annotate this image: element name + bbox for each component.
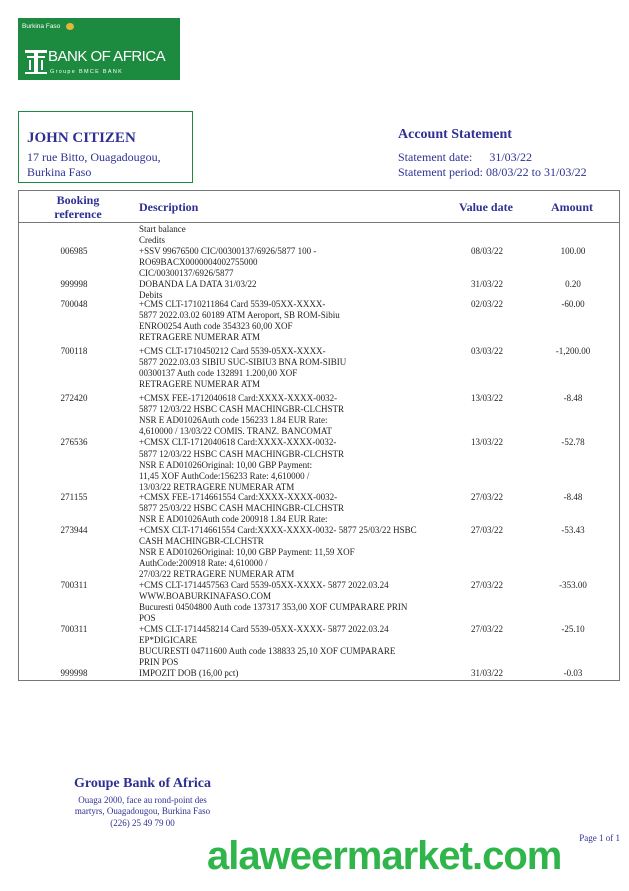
bank-logo: [18, 18, 180, 80]
row-description: EP*DIGICARE: [139, 634, 197, 645]
row-description: POS: [139, 612, 156, 623]
row-amount: 0.20: [565, 279, 581, 290]
header-divider: [19, 222, 619, 223]
statement-title: Account Statement: [398, 127, 512, 142]
header-booking-reference: [19, 193, 137, 221]
row-booking-reference: 272420: [60, 393, 88, 404]
row-description: +SSV 99676500 CIC/00300137/6926/5877 100 -: [139, 246, 317, 257]
logo-country: Burkina Faso: [22, 23, 61, 30]
row-description: 13/03/22 RETRAGERE NUMERAR ATM: [139, 481, 295, 492]
row-description: BUCURESTI 04711600 Auth code 138833 25,10 XOF CUMPARARE: [139, 645, 396, 656]
row-description: 00300137 Auth code 132891 1.200,00 XOF: [139, 368, 298, 379]
row-description: WWW.BOABURKINAFASO.COM: [139, 590, 272, 601]
row-description: NSR E AD01026Auth code 156233 1.84 EUR Rate:: [139, 415, 328, 426]
bank-group: Groupe BMCE BANK: [50, 69, 124, 75]
row-description: AuthCode:200918 Rate: 4,610000 /: [139, 557, 268, 568]
row-value-date: 27/03/22: [471, 579, 504, 590]
row-description: CIC/00300137/6926/5877: [139, 268, 234, 279]
row-amount: -25.10: [561, 623, 585, 634]
row-amount: -53.43: [561, 524, 585, 535]
statement-date: 31/03/22: [489, 150, 532, 164]
row-description: RETRAGERE NUMERAR ATM: [139, 332, 261, 343]
row-description: +CMS CLT-1714457563 Card 5539-05XX-XXXX- 5877 2022.03.24: [139, 579, 389, 590]
footer-company-name: Groupe Bank of Africa: [73, 776, 212, 791]
header-description: Description: [139, 200, 199, 214]
statement-period-line: [398, 165, 587, 180]
row-description: 5877 12/03/22 HSBC CASH MACHINGBR-CLCHSTR: [139, 404, 345, 415]
header-ref-line2: reference: [54, 207, 102, 221]
row-value-date: 03/03/22: [471, 346, 504, 357]
statement-period-label: Statement period:: [398, 165, 483, 179]
row-booking-reference: 700311: [60, 579, 88, 590]
row-amount: -0.03: [563, 668, 583, 678]
row-description: CASH MACHINGBR-CLCHSTR: [139, 535, 264, 546]
watermark: alaweermarket.com: [207, 834, 562, 878]
row-amount: -353.00: [559, 579, 587, 590]
footer-phone: (226) 25 49 79 00: [110, 818, 175, 828]
row-description: +CMSX CLT-1712040618 Card:XXXX-XXXX-0032-: [139, 437, 337, 448]
row-description: +CMSX FEE-1712040618 Card:XXXX-XXXX-0032-: [139, 393, 338, 404]
row-description: RO69BACX0000004002755000: [139, 257, 258, 268]
row-description: +CMS CLT-1714458214 Card 5539-05XX-XXXX- 5877 2022.03.24: [139, 623, 389, 634]
row-booking-reference: 271155: [60, 491, 88, 502]
row-description: 5877 2022.03.02 60189 ATM Aeroport, SB ROM-Sibiu: [139, 310, 340, 321]
statement-date-label: Statement date:: [398, 150, 473, 164]
header-ref-line1: Booking: [56, 193, 100, 207]
footer-address-line2: martyrs, Ouagadougou, Burkina Faso: [74, 806, 211, 816]
statement-period: 08/03/22 to 31/03/22: [485, 165, 587, 179]
row-description: Debits: [139, 290, 163, 301]
row-description: RETRAGERE NUMERAR ATM: [139, 379, 261, 390]
row-value-date: 13/03/22: [471, 437, 504, 448]
customer-address-box: [18, 111, 193, 183]
row-amount: -8.48: [563, 393, 583, 404]
row-value-date: 08/03/22: [471, 246, 504, 257]
row-value-date: 27/03/22: [471, 623, 504, 634]
row-booking-reference: 700048: [60, 299, 88, 310]
bank-name: BANK OF AFRICA: [48, 48, 166, 65]
header-value-date: Value date: [459, 200, 513, 214]
row-description: PRIN POS: [139, 656, 179, 667]
row-description: ENRO0254 Auth code 354323 60,00 XOF: [139, 321, 293, 332]
row-description: 11,45 XOF AuthCode:156233 Rate: 4,610000 /: [139, 470, 310, 481]
row-description: Start balance: [139, 224, 186, 234]
header-amount: Amount: [551, 200, 594, 214]
customer-name: JOHN CITIZEN: [27, 130, 136, 146]
row-description: +CMS CLT-1710211864 Card 5539-05XX-XXXX-: [139, 299, 326, 310]
row-description: Bucuresti 04504800 Auth code 137317 353,00 XOF CUMPARARE PRIN: [139, 601, 408, 612]
row-description: Credits: [139, 235, 165, 246]
page-number: Page 1 of 1: [579, 833, 620, 843]
row-description: NSR E AD01026Original: 10,00 GBP Payment: 11,59 XOF: [139, 546, 355, 557]
row-booking-reference: 273944: [60, 524, 88, 535]
address-line-1: 17 rue Bitto, Ouagadougou,: [27, 150, 161, 164]
row-value-date: 02/03/22: [471, 299, 504, 310]
row-description: DOBANDA LA DATA 31/03/22: [139, 279, 257, 290]
row-value-date: 31/03/22: [471, 668, 504, 678]
row-booking-reference: 700118: [60, 346, 88, 357]
row-description: 5877 2022.03.03 SIBIU SUC-SIBIU3 BNA ROM-SIBIU: [139, 357, 347, 368]
row-description: 5877 25/03/22 HSBC CASH MACHINGBR-CLCHSTR: [139, 502, 345, 513]
row-value-date: 13/03/22: [471, 393, 504, 404]
row-booking-reference: 006985: [60, 246, 88, 257]
row-value-date: 27/03/22: [471, 524, 504, 535]
row-amount: -8.48: [563, 491, 583, 502]
row-booking-reference: 999998: [60, 279, 88, 290]
row-amount: -52.78: [561, 437, 585, 448]
transactions-table: [18, 190, 620, 681]
row-description: +CMSX CLT-1714661554 Card:XXXX-XXXX-0032- 5877 25/03/22 HSBC: [139, 524, 417, 535]
row-value-date: 27/03/22: [471, 491, 504, 502]
row-amount: 100.00: [560, 246, 586, 257]
row-description: NSR E AD01026Original: 10,00 GBP Payment:: [139, 459, 313, 470]
row-description: NSR E AD01026Auth code 200918 1.84 EUR Rate:: [139, 513, 328, 524]
bank-emblem-icon: [24, 48, 48, 76]
row-booking-reference: 276536: [60, 437, 88, 448]
row-value-date: 31/03/22: [471, 279, 504, 290]
row-description: +CMSX FEE-1714661554 Card:XXXX-XXXX-0032-: [139, 491, 338, 502]
statement-date-line: [398, 150, 532, 165]
row-description: 5877 12/03/22 HSBC CASH MACHINGBR-CLCHSTR: [139, 448, 345, 459]
row-booking-reference: 700311: [60, 623, 88, 634]
row-description: IMPOZIT DOB (16,00 pct): [139, 668, 239, 678]
customer-address: [27, 150, 161, 180]
footer-address-line1: Ouaga 2000, face au rond-point des: [78, 795, 207, 805]
row-description: 27/03/22 RETRAGERE NUMERAR ATM: [139, 568, 295, 579]
row-description: 4,610000 / 13/03/22 COMIS. TRANZ. BANCOMAT: [139, 426, 332, 437]
row-booking-reference: 999998: [60, 668, 88, 678]
flag-icon: [66, 23, 74, 30]
row-amount: -60.00: [561, 299, 585, 310]
address-line-2: Burkina Faso: [27, 165, 92, 179]
row-amount: -1,200.00: [555, 346, 591, 357]
row-description: +CMS CLT-1710450212 Card 5539-05XX-XXXX-: [139, 346, 326, 357]
